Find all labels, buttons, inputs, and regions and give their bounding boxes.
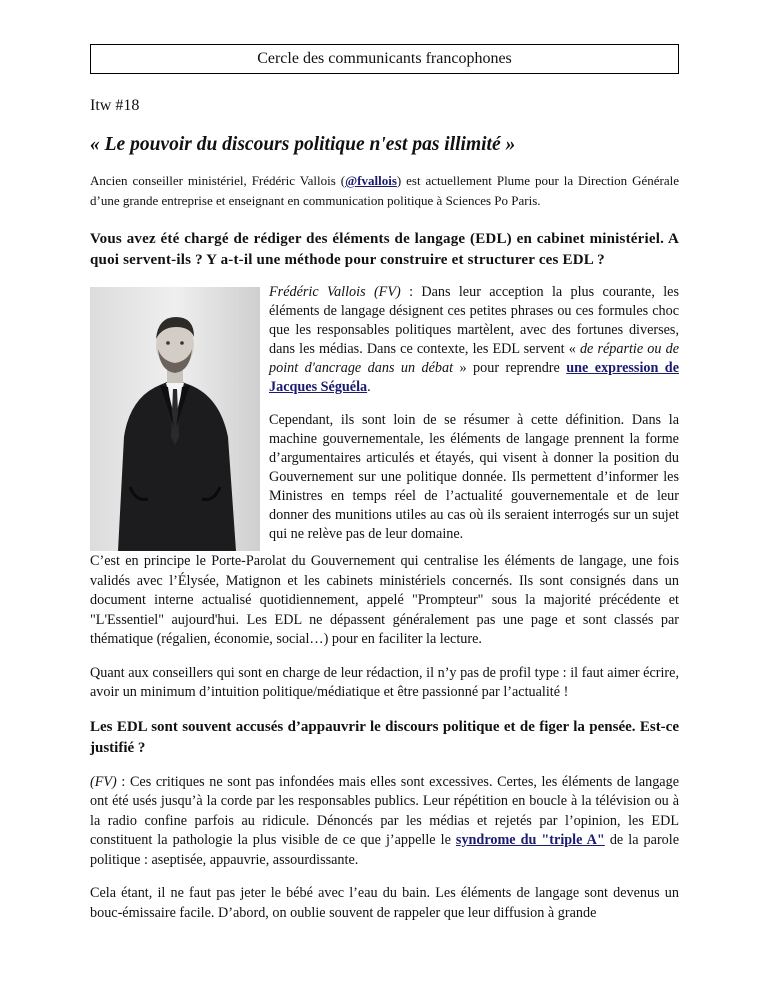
answer-2-paragraph-2: Cela étant, il ne faut pas jeter le bébé avec l’eau du bain. Les éléments de langage sont devenus un bouc-émissaire facile. D’abord, on oublie souvent de rappeler que leur diffusion à grande	[90, 885, 679, 921]
answer-2-paragraph-1	[90, 773, 679, 871]
intro-text-before: Ancien conseiller ministériel, Frédéric Vallois (	[90, 173, 346, 188]
triple-a-syndrome-link[interactable]: syndrome du "triple A"	[455, 832, 605, 848]
answer-1-paragraph-4: Quant aux conseillers qui sont en charge de leur rédaction, il n’y pas de profil type : il faut aimer écrire, avoir un minimum d’intuition politique/médiatique et être passionné par l’actualité !	[90, 664, 679, 700]
speaker-initials: (FV)	[90, 773, 117, 790]
answer-2-text: : Ces critiques ne sont pas infondées mais elles sont excessives. Certes, les éléments de langage ont été usés jusqu’à la corde par les responsables publics. Leur répétition en boucle à la télévision ou à la radio confine parfois au ridicule. Dénoncés par les médias et rejetés par l’opinion, les EDL constituent la pathologie la plus visible de ce que j’appelle le	[90, 773, 679, 848]
intro-text-after: ) est actuellement Plume pour la Direction Générale d’une grande entreprise et enseignant en communication politique à Sciences Po Paris.	[90, 173, 679, 208]
answer-1-paragraph-1	[269, 283, 679, 397]
seguela-expression-link[interactable]: une expression de Jacques Séguéla	[269, 360, 679, 395]
twitter-handle-link[interactable]: @fvallois	[345, 173, 397, 188]
answer-1-paragraph-3: C’est en principe le Porte-Parolat du Gouvernement qui centralise les éléments de langage, une fois validés avec l’Élysée, Matignon et les cabinets ministériels concernés. Ils sont consignés dans un document interne actualisé quotidiennement, appelé "Prompteur" sous la majorité précédente et "L'Essentiel" aujourd'hui. Les EDL ne dépassent généralement pas une page et sont classés par thématique (régalien, économie, social…) pour en faciliter la lecture.	[90, 553, 679, 647]
answer-1-text-after: » pour reprendre	[453, 360, 567, 376]
seguela-quote: de répartie ou de point d'ancrage dans un débat	[269, 341, 679, 376]
answer-2-end: de la parole politique : aseptisée, appauvrie, assourdissante.	[90, 832, 680, 868]
question-2: Les EDL sont souvent accusés d’appauvrir le discours politique et de figer la pensée. Est-ce justifié ?	[90, 718, 679, 756]
interview-number: Itw #18	[90, 97, 140, 114]
answer-1-column	[269, 283, 679, 552]
document-page	[90, 44, 679, 937]
answer-1-row	[90, 283, 679, 552]
question-1: Vous avez été chargé de rédiger des éléments de langage (EDL) en cabinet ministériel. A quoi servent-ils ? Y a-t-il une méthode pour construire et structurer ces EDL ?	[90, 231, 679, 268]
portrait-photo-icon	[90, 287, 260, 551]
intro-paragraph	[90, 171, 679, 211]
answer-1-text: : Dans leur acception la plus courante, les éléments de langage désignent ces petites phrases ou ces formules choc que les responsables politiques martèlent, avec des fortunes diverses, dans les médias. Dans ce contexte, les EDL servent «	[269, 284, 680, 357]
answer-1-paragraph-2: Cependant, ils sont loin de se résumer à cette définition. Dans la machine gouvernementale, les éléments de langage prennent la forme d’argumentaires articulés et étayés, qui visent à donner la position du Gouvernement sur une politique donnée. Ils permettent d’informer les Ministres en temps réel de l’actualité gouvernementale et de leur donner des munitions utiles au cas où ils seraient interrogés sur un sujet qui ne relève pas de leur domaine.	[269, 412, 679, 542]
answer-1-end: .	[367, 379, 371, 395]
portrait-photo	[90, 287, 260, 551]
speaker-name: Frédéric Vallois (FV)	[269, 284, 401, 300]
header-banner: Cercle des communicants francophones	[90, 44, 679, 74]
article-title: « Le pouvoir du discours politique n'est pas illimité »	[90, 134, 516, 155]
